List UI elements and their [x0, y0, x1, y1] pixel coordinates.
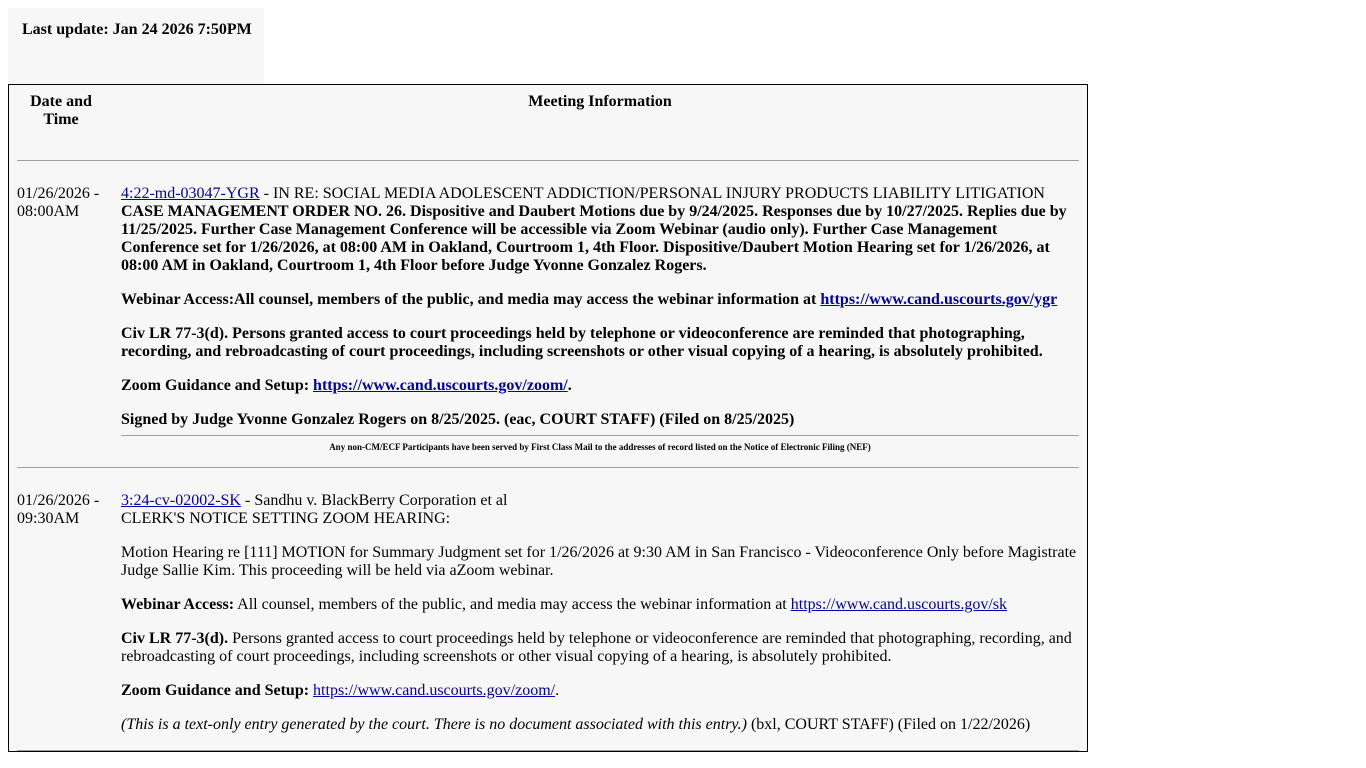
docket-text: Zoom Guidance and Setup:	[121, 682, 310, 699]
docket-text: Persons granted access to court proceedings held by telephone or videoconference are reminded that photographing, recording, and rebroadcasting of court proceedings, including screenshots or other visual copying of a hearing, is absolutely prohibited.	[121, 630, 1072, 665]
date-time-cell	[9, 484, 113, 750]
docket-paragraph	[121, 716, 1079, 734]
docket-paragraph	[121, 291, 1079, 309]
header-date-time: Date and Time	[30, 93, 92, 128]
docket-text: All counsel, members of the public, and media may access the webinar information at	[234, 596, 791, 613]
calendar-table	[8, 84, 1088, 752]
meeting-info-cell	[113, 177, 1087, 467]
case-title: - IN RE: SOCIAL MEDIA ADOLESCENT ADDICTION/PERSONAL INJURY PRODUCTS LIABILITY LITIGATION	[259, 185, 1045, 202]
case-heading	[121, 185, 1079, 203]
docket-text: Civ LR 77-3(d).	[121, 630, 229, 647]
docket-paragraph	[121, 377, 1079, 395]
docket-paragraph	[121, 544, 1079, 580]
docket-text: Webinar Access:	[121, 596, 235, 613]
webinar-link[interactable]: https://www.cand.uscourts.gov/zoom/	[313, 377, 568, 394]
webinar-link[interactable]: https://www.cand.uscourts.gov/sk	[790, 596, 1008, 613]
case-title: - Sandhu v. BlackBerry Corporation et al	[240, 492, 508, 509]
docket-paragraph	[121, 325, 1079, 361]
meeting-date: 01/26/2026 -	[17, 492, 100, 509]
docket-text: (bxl, COURT STAFF) (Filed on 1/22/2026)	[746, 716, 1031, 733]
table-header-row	[9, 85, 1087, 129]
table-row	[9, 177, 1087, 467]
case-number-link[interactable]: 4:22-md-03047-YGR	[121, 185, 260, 202]
docket-paragraph	[121, 596, 1079, 614]
header-meeting-info: Meeting Information	[528, 93, 672, 110]
docket-text: (This is a text-only entry generated by the court. There is no document associated with this entry.)	[121, 716, 747, 733]
divider	[17, 750, 1079, 751]
docket-text: Webinar Access:All counsel, members of the public, and media may access the webinar information at	[121, 291, 821, 308]
docket-subtitle: CLERK'S NOTICE SETTING ZOOM HEARING:	[121, 510, 451, 527]
docket-text: .	[567, 377, 572, 394]
meeting-time: 08:00AM	[17, 203, 80, 220]
case-heading	[121, 492, 1079, 510]
separator-row	[9, 750, 1087, 751]
meeting-info-cell	[113, 484, 1087, 750]
docket-paragraph	[121, 203, 1079, 275]
meeting-time: 09:30AM	[17, 510, 80, 527]
docket-text: Signed by Judge Yvonne Gonzalez Rogers on 8/25/2025. (eac, COURT STAFF) (Filed on 8/25/2025)	[121, 411, 795, 428]
docket-paragraph	[121, 682, 1079, 700]
docket-text: CASE MANAGEMENT ORDER NO. 26. Dispositive and Daubert Motions due by 9/24/2025. Responses due by 10/27/2025. Replies due by 11/25/2025. Further Case Management Conference will be accessible via Zoom Webinar (audio only). Further Case Management Conference set for 1/26/2026, at 08:00 AM in Oakland, Courtroom 1, 4th Floor. Dispositive/Daubert Motion Hearing set for 1/26/2026, at 08:00 AM in Oakland, Courtroom 1, 4th Floor before Judge Yvonne Gonzalez Rogers.	[121, 203, 1067, 274]
docket-paragraph	[121, 630, 1079, 666]
last-update: Last update: Jan 24 2026 7:50PM	[8, 8, 264, 84]
date-time-cell	[9, 177, 113, 467]
service-notice: Any non-CM/ECF Participants have been served by First Class Mail to the addresses of record listed on the Notice of Electronic Filing (NEF)	[121, 435, 1079, 467]
webinar-link[interactable]: https://www.cand.uscourts.gov/ygr	[820, 291, 1058, 308]
docket-text: Motion Hearing re [111] MOTION for Summary Judgment set for 1/26/2026 at 9:30 AM in San Francisco - Videoconference Only before Magistrate Judge Sallie Kim. This proceeding will be held via aZoom webinar.	[121, 544, 1077, 579]
docket-paragraph	[121, 411, 1079, 429]
docket-text: Civ LR 77-3(d). Persons granted access to court proceedings held by telephone or videoconference are reminded that photographing, recording, and rebroadcasting of court proceedings, including screenshots or other visual copying of a hearing, is absolutely prohibited.	[121, 325, 1043, 360]
meeting-date: 01/26/2026 -	[17, 185, 100, 202]
table-row	[9, 484, 1087, 750]
case-number-link[interactable]: 3:24-cv-02002-SK	[121, 492, 241, 509]
docket-text: .	[555, 682, 560, 699]
docket-text: Zoom Guidance and Setup:	[121, 377, 314, 394]
webinar-link[interactable]: https://www.cand.uscourts.gov/zoom/	[313, 682, 556, 699]
